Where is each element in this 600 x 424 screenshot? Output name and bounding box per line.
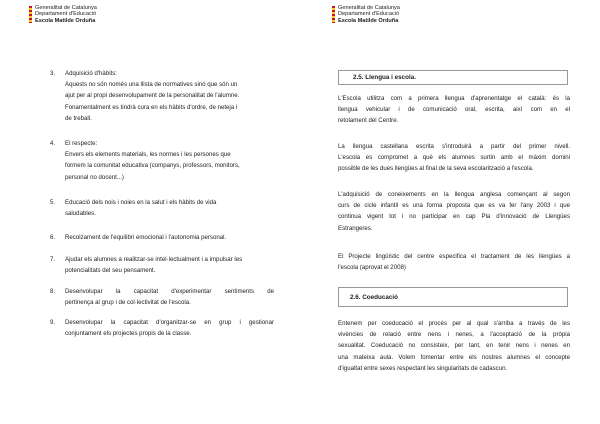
page-header [338, 5, 400, 24]
section-title-2-5: 2.5. Llengua i escola. [338, 70, 568, 85]
header-line-1: Generalitat de Catalunya [35, 5, 97, 11]
paragraph: L'Escola utilitza com a primera llengua d'aprenentatge el català: és la llengua vehicular i de comunicació oral, escrita, així com en el retolament del Centre. [338, 95, 570, 125]
paragraph: El Projecte lingüístic del centre especifica el tractament de les llengües a l'escola (aprovat el 2008) [338, 253, 570, 272]
header-line-2: Departament d'Educació [338, 11, 400, 18]
list-item: 8. Desenvolupar la capacitat d'experimentar sentiments de pertinença al grup i de col·lectivitat de l'escola. [50, 288, 274, 307]
list-item: 6. Recolzament de l'equilibri emocional i l'autonomia personal. [50, 234, 227, 241]
generalitat-logo-icon [332, 6, 335, 23]
page-header [35, 5, 97, 24]
paragraph: Entenem per coeducació el procés per al qual s'arriba a través de les vivències de relació entre nens i nenes, a l'acceptació de la pròpia sexualitat. Coeducació no consisteix, per tant, en tenir nens i nenes en una mateixa aula. Volem fomentar entre els nostres alumnes el concepte d'igualtat entre sexes respectant les singularitats de cadascun. [338, 320, 570, 372]
header-line-3: Escola Matilde Orduña [35, 17, 96, 24]
list-item: 7. Ajudar els alumnes a realitzar-se intel·lectualment i a impulsar les potencialitats del seu pensament. [50, 256, 243, 275]
header-line-3: Escola Matilde Orduña [338, 17, 399, 24]
generalitat-logo-icon [29, 6, 32, 23]
list-item: 4. El respecte: Envers els elements materials, les normes i les persones que formem la comunitat educativa (companys, professors, monitors, personal no docent...) [50, 140, 240, 181]
list-item: 9. Desenvolupar la capacitat d'organitzar-se en grup i gestionar conjuntament els projectes propis de la classe. [50, 319, 274, 338]
paragraph: L'adquisició de coneixements en la llengua anglesa començant al segon curs de cicle infantil es una forma proposta que es va fer l'any 2003 i que continua vigent tot i no participar en cap Pla d'innovació de Llengües Estrangeres. [338, 191, 570, 232]
section-title-2-6: 2.6. Coeducació [338, 287, 568, 307]
header-line-1: Generalitat de Catalunya [338, 5, 400, 11]
list-item: 3. Adquisició d'hàbits: Aquests no són només una llista de normatives sinó que són un ajut per al propi desenvolupament de la personalitat de l'alumne. Fonamentalment es tindrà cura en els hàbits d'ordre, de neteja i de treball. [50, 70, 240, 122]
list-item: 5. Educació dels nois i noies en la salut i els hàbits de vida saludables. [50, 199, 217, 218]
paragraph: La llengua castellana escrita s'introduirà a partir del primer nivell. L'escola es compromet a què els alumnes surtin amb el màxim domini possible de les dues llengües al final de la seva escolarització a l'escola. [338, 143, 570, 173]
header-line-2: Departament d'Educació [35, 11, 97, 18]
